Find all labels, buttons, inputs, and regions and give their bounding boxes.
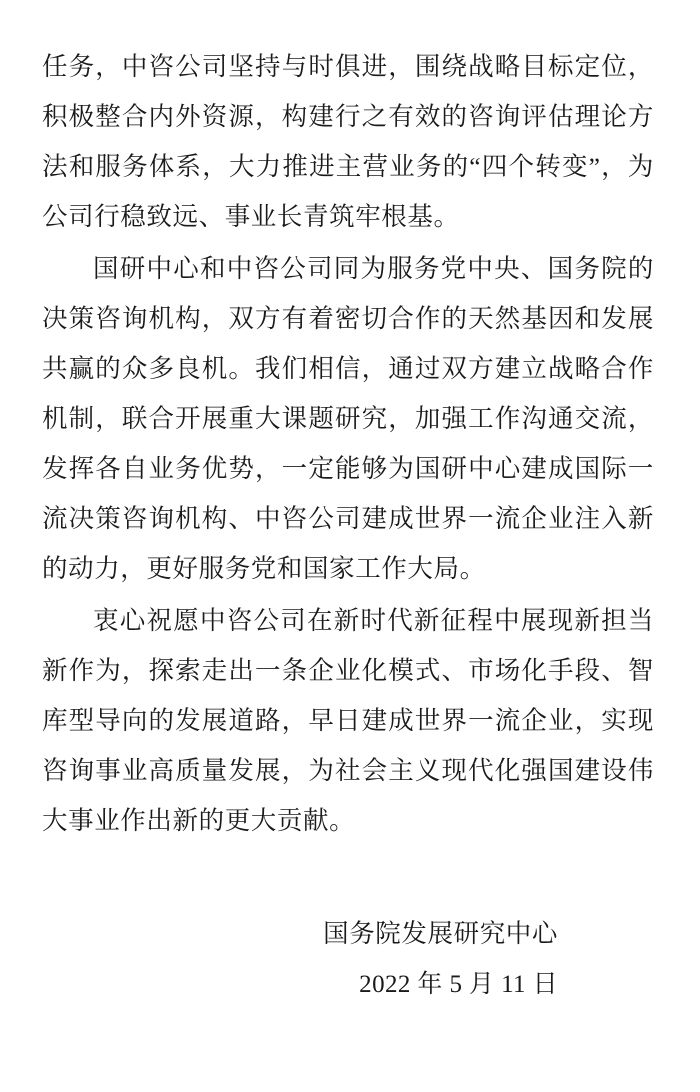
signature-organization: 国务院发展研究中心 [323,919,558,948]
signature-block [42,908,654,1010]
document-body [42,42,654,846]
paragraph-1: 任务，中咨公司坚持与时俱进，围绕战略目标定位，积极整合内外资源，构建行之有效的咨询评估理论方法和服务体系，大力推进主营业务的“四个转变”，为公司行稳致远、事业长青筑牢根基。 [42,52,654,231]
paragraph-2: 国研中心和中咨公司同为服务党中央、国务院的决策咨询机构，双方有着密切合作的天然基因和发展共赢的众多良机。我们相信，通过双方建立战略合作机制，联合开展重大课题研究，加强工作沟通交流，发挥各自业务优势，一定能够为国研中心建成国际一流决策咨询机构、中咨公司建成世界一流企业注入新的动力，更好服务党和国家工作大局。 [42,254,654,583]
paragraph-3: 衷心祝愿中咨公司在新时代新征程中展现新担当新作为，探索走出一条企业化模式、市场化手段、智库型导向的发展道路，早日建成世界一流企业，实现咨询事业高质量发展，为社会主义现代化强国建设伟大事业作出新的更大贡献。 [42,606,654,835]
signature-date: 2022 年 5 月 11 日 [359,971,558,998]
